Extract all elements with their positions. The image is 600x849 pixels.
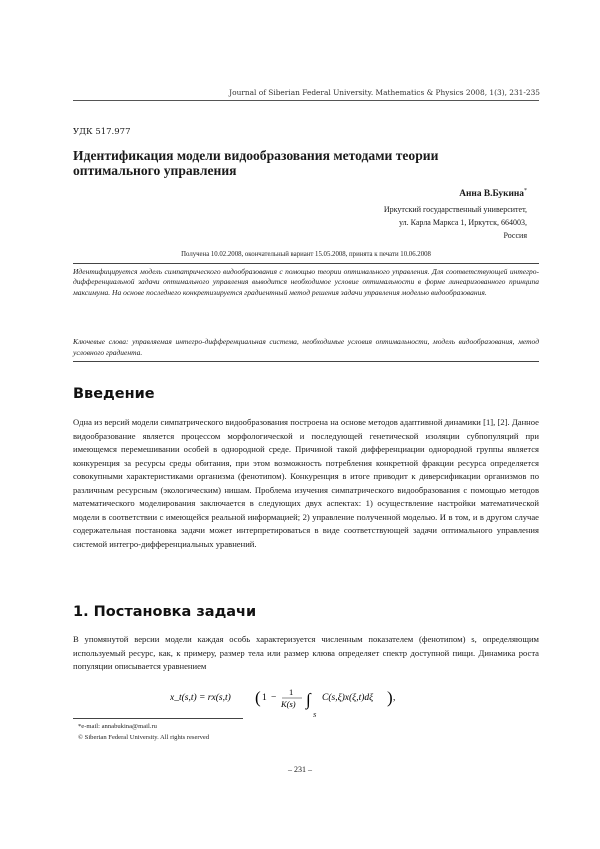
equation <box>170 684 580 720</box>
introduction-paragraph: Одна из версий модели симпатрического видообразования построена на основе методов адаптивной динамики [1], [2]. Данное видообразование является процессом морфологической и последующей генетической изоляции субпопуляций при имеющемся перемешивании особей в однородной среде. Причиной такой дифференциации однородной группы является конкуренция за ресурсы среды обитания, при этом возможность потребления конкретной фракции ресурса определяется совокупными характеристиками организма (фенотипом). Конкуренция в итоге приводит к диверсификации организмов по различным ресурсным (экологическим) нишам. Проблема изучения симпатрического видообразования с помощью методов математического моделирования заключается в следующих двух аспектах: 1) осуществление настройки математической модели в соответствии с имеющейся реальной информацией; 2) управление полученной моделью. И в том, и в другом случае содержательная постановка задачи может интерпретироваться в виде соответствующей задачи оптимального управления системой интегро-дифференциальных уравнений. <box>73 417 539 549</box>
author-footnote-mark: * <box>524 188 527 194</box>
equation-lhs: x_t(s,t) = rx(s,t) <box>170 693 231 703</box>
footnote-copyright: © Siberian Federal University. All rights reserved <box>78 734 210 741</box>
equation-fraction-numerator: 1 <box>289 687 294 697</box>
footnote-email: *e-mail: annabukina@mail.ru <box>78 723 157 730</box>
udk-code: УДК 517.977 <box>73 127 131 137</box>
footnote-rule <box>73 718 243 719</box>
abstract: Идентифицируется модель симпатрического видообразования с помощью теории оптимального управления. Для соответствующей интегро-дифференциальной задачи оптимального управления выводится необходимое условие оптимальности в форме линеаризованного принципа максимума. На основе последнего конкретизируется градиентный метод решения задачи управления моделью видообразования. <box>73 267 539 297</box>
author-name <box>459 188 527 199</box>
header-rule <box>73 100 539 101</box>
equation-minus: − <box>271 693 277 703</box>
affiliation-line: ул. Карла Маркса 1, Иркутск, 664003, <box>399 218 527 227</box>
page-number: – 231 – <box>288 765 312 774</box>
equation-left-paren: ( <box>255 688 261 707</box>
abstract-bottom-rule <box>73 361 539 362</box>
affiliation-line: Иркутский государственный университет, <box>383 205 527 214</box>
paper-title: Идентификация модели видообразования методами теории оптимального управления <box>73 148 439 178</box>
equation-tail: , <box>393 693 396 703</box>
received-dates: Получена 10.02.2008, окончательный вариант 15.05.2008, принята к печати 10.06.2008 <box>181 251 431 258</box>
equation-integral-limit: S <box>313 712 317 719</box>
equation-fraction-denominator: K(s) <box>281 699 296 709</box>
abstract-top-rule <box>73 263 539 264</box>
equation-integrand: C(s,ξ)x(ξ,t)dξ <box>322 693 374 703</box>
affiliation-line: Россия <box>503 231 527 240</box>
equation-right-paren: ) <box>387 688 393 707</box>
equation-integral-sign: ∫ <box>306 690 311 709</box>
author-affiliation <box>384 203 527 242</box>
section-heading-problem: 1. Постановка задачи <box>73 604 257 620</box>
section-heading-introduction: Введение <box>73 386 155 402</box>
journal-header: Journal of Siberian Federal University. Mathematics & Physics 2008, 1(3), 231-235 <box>229 88 540 97</box>
author-name-text: Анна В.Букина <box>459 189 524 200</box>
equation-one: 1 <box>262 693 267 703</box>
keywords: Ключевые слова: управляемая интегро-дифференциальная система, необходимые условия оптимальности, модель видообразования, метод условного градиента. <box>73 337 539 357</box>
problem-paragraph: В упомянутой версии модели каждая особь характеризуется численным показателем (фенотипом) s, определяющим используемый ресурс, как, к примеру, размер тела или размер клюва определяет спектр доступной пищи. Динамика роста популяции описывается уравнением <box>73 634 539 671</box>
